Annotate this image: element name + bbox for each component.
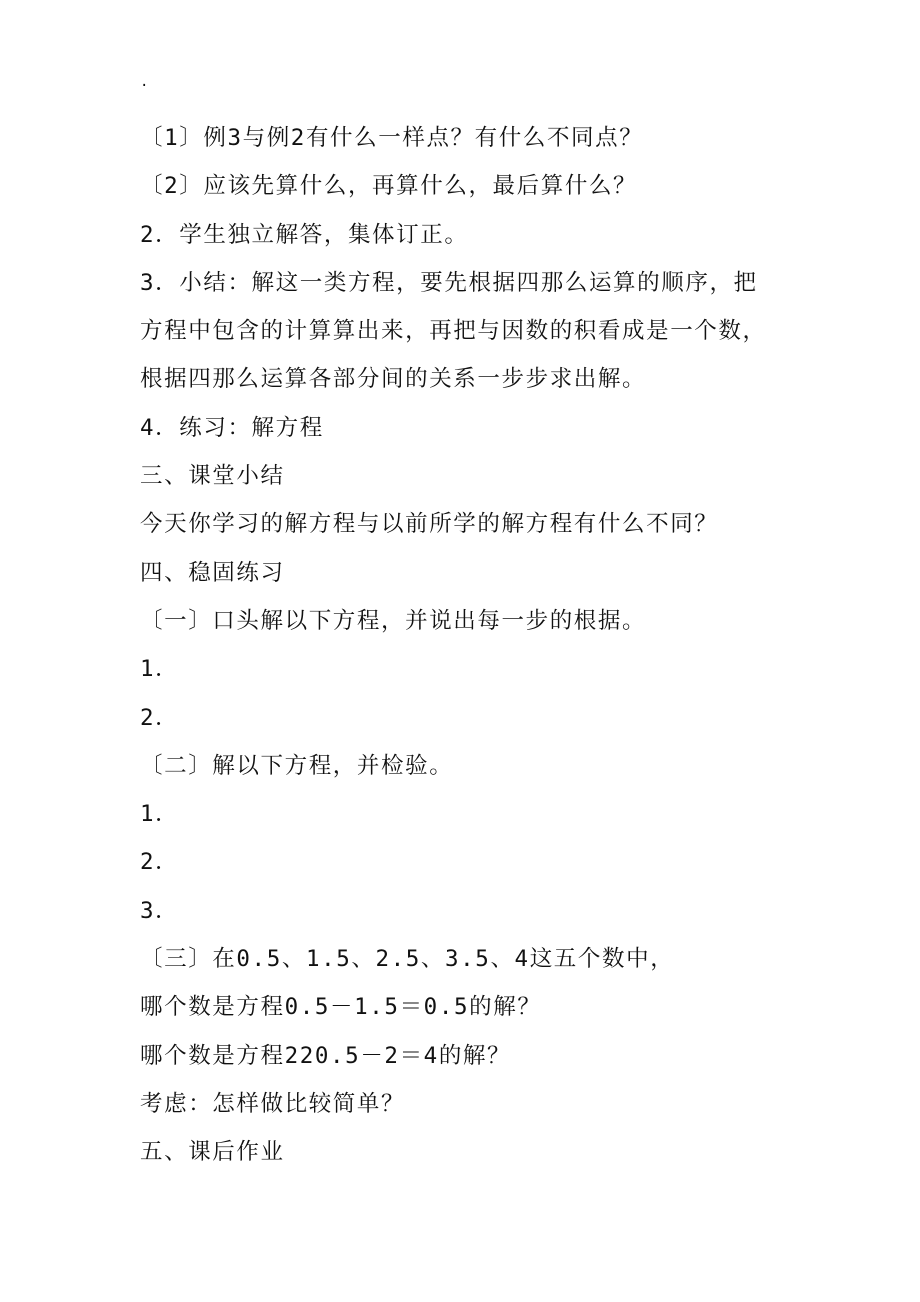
- exercise-item: 2．: [140, 704, 180, 731]
- exercise-group-1-heading: 〔一〕口头解以下方程，并说出每一步的根据。: [140, 607, 647, 634]
- practice-line: 4．练习：解方程: [140, 414, 324, 441]
- summary-line-2: 方程中包含的计算算出来，再把与因数的积看成是一个数，: [140, 318, 767, 345]
- exercise-question-2: 哪个数是方程220.5－2＝4的解？: [140, 1042, 512, 1069]
- section-3-heading: 三、课堂小结: [140, 463, 285, 490]
- exercise-item: 2．: [140, 849, 180, 876]
- exercise-item: 3．: [140, 897, 180, 924]
- document-body: [140, 118, 800, 1181]
- exercise-question-1: 哪个数是方程0.5－1.5＝0.5的解？: [140, 994, 542, 1021]
- summary-line-3: 根据四那么运算各部分间的关系一步步求出解。: [140, 366, 647, 393]
- reflection-question: 今天你学习的解方程与以前所学的解方程有什么不同？: [140, 511, 719, 538]
- question-2-line: 〔2〕应该先算什么，再算什么，最后算什么？: [140, 173, 638, 200]
- exercise-item: 1．: [140, 656, 180, 683]
- section-4-heading: 四、稳固练习: [140, 559, 285, 586]
- think-prompt: 考虑：怎样做比较简单？: [140, 1090, 406, 1117]
- step-2-line: 2．学生独立解答，集体订正。: [140, 221, 469, 248]
- question-1-line: 〔1〕例3与例2有什么一样点？有什么不同点？: [140, 125, 644, 151]
- header-dot: ·: [140, 78, 149, 94]
- summary-line-1: 3．小结：解这一类方程，要先根据四那么运算的顺序，把: [140, 269, 758, 296]
- exercise-group-2-heading: 〔二〕解以下方程，并检验。: [140, 752, 454, 779]
- exercise-group-3-heading: 〔三〕在0.5、1.5、2.5、3.5、4这五个数中，: [140, 946, 675, 973]
- section-5-heading: 五、课后作业: [140, 1139, 285, 1166]
- exercise-item: 1．: [140, 801, 180, 828]
